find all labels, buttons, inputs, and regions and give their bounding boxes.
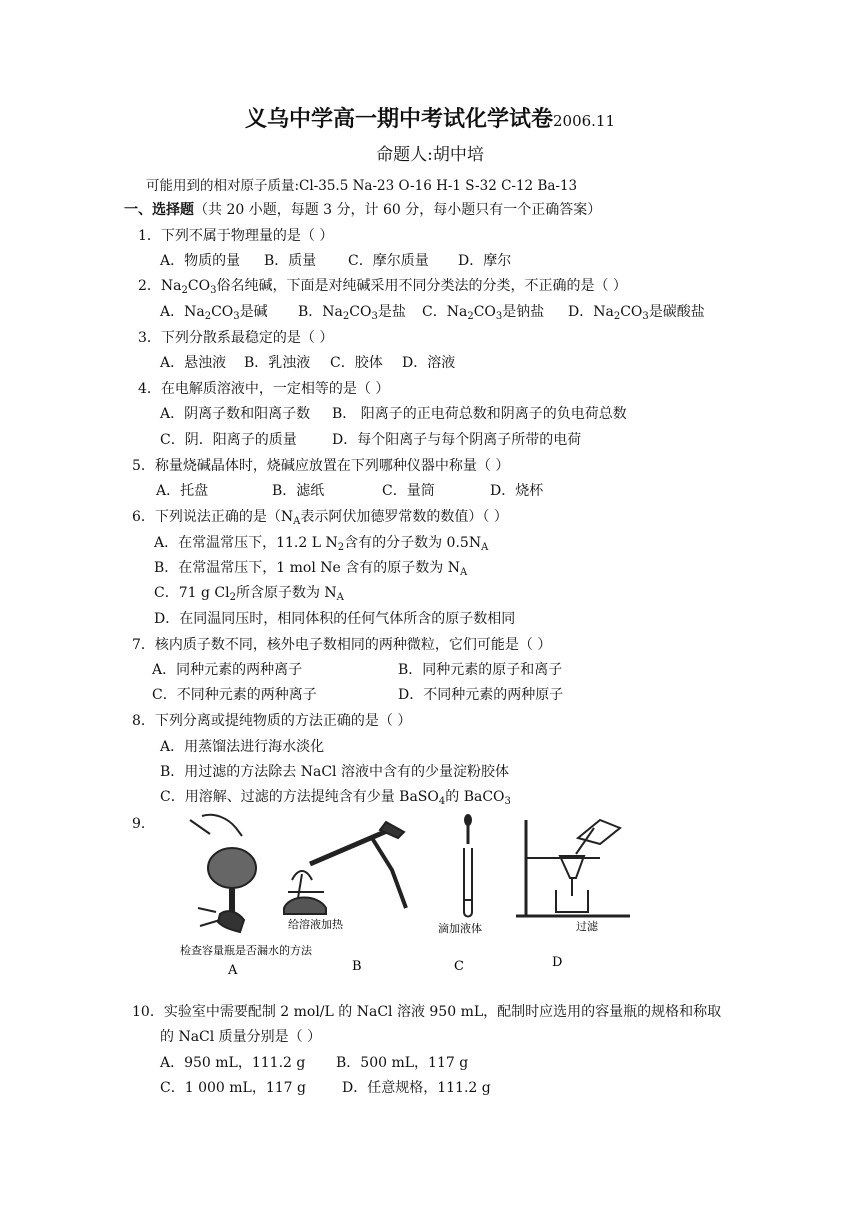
q10-stem-line2: 的 NaCl 质量分别是（ ）	[160, 1029, 322, 1045]
q6-option-b: B．在常温常压下，1 mol Ne 含有的原子数为 $N_A$	[154, 560, 468, 578]
q10-option-d: D．任意规格，111.2 g	[342, 1080, 491, 1096]
q8-option-c: C．用溶解、过滤的方法提纯含有少量 BaSO$_4$的 BaCO$_3$	[160, 789, 511, 807]
q3-option-d: D．溶液	[402, 355, 456, 371]
q2-option-b: B．$Na_2CO_3$是盐	[298, 304, 406, 322]
q5-stem: 5．称量烧碱晶体时，烧碱应放置在下列哪种仪器中称量（ ）	[132, 458, 510, 474]
figure-d-letter: D	[552, 955, 563, 970]
q8-option-b: B．用过滤的方法除去 NaCl 溶液中含有的少量淀粉胶体	[160, 764, 509, 780]
alcohol-lamp-icon	[284, 822, 406, 914]
q10-stem-line1: 10．实验室中需要配制 2 mol/L 的 NaCl 溶液 950 mL，配制时应选用的容量瓶的规格和称取	[132, 1004, 722, 1020]
section-note: （共 20 小题，每题 3 分，计 60 分，每小题只有一个正确答案）	[194, 202, 602, 218]
q8-option-a: A．用蒸馏法进行海水淡化	[160, 739, 325, 755]
q1-option-a: A．物质的量	[160, 253, 241, 269]
figure-c-caption: 滴加液体	[438, 922, 482, 935]
q2-formula-na: Na	[160, 278, 182, 294]
q2-number: 2．	[138, 278, 161, 294]
q3-option-a: A．悬浊液	[160, 355, 227, 371]
q4-option-b: B． 阳离子的正电荷总数和阴离子的负电荷总数	[332, 406, 627, 422]
q1-option-c: C．摩尔质量	[348, 253, 429, 269]
volumetric-flask-icon	[190, 815, 256, 932]
q10-option-b: B．500 mL，117 g	[336, 1055, 469, 1071]
section-title: 一、选择题	[124, 202, 194, 218]
q7-options-row2	[152, 685, 563, 705]
q3-stem: 3．下列分散系最稳定的是（ ）	[138, 330, 334, 346]
q2-option-a: A．$Na_2CO_3$是碱	[160, 304, 268, 322]
q5-option-d: D．烧杯	[490, 483, 544, 499]
q8-stem: 8．下列分离或提纯物质的方法正确的是（ ）	[132, 713, 412, 729]
figure-d-caption: 过滤	[576, 920, 598, 933]
page-title	[0, 104, 860, 136]
q2-option-c: C．$Na_2CO_3$是钠盐	[422, 304, 545, 322]
q7-option-c: C．不同种元素的两种离子	[152, 687, 317, 703]
q7-option-a: A．同种元素的两种离子	[152, 662, 303, 678]
figure-a-letter: A	[228, 963, 238, 978]
q1-options	[160, 251, 511, 271]
q2-sub: 2	[181, 285, 188, 296]
exam-author: 命题人:胡中培	[376, 145, 484, 165]
q1-stem: 1．下列不属于物理量的是（ ）	[138, 228, 334, 244]
q7-options-row1	[152, 660, 562, 680]
q3-option-b: B．乳浊液	[244, 355, 311, 371]
q2-stem-text: 俗名纯碱，下面是对纯碱采用不同分类法的分类，不正确的是（ ）	[216, 278, 627, 294]
exam-date: 2006.11	[552, 112, 616, 130]
q2-stem	[138, 276, 627, 296]
q6-option-c: C．71 g $Cl_2$所含原子数为 $N_A$	[154, 585, 344, 603]
q1-option-d: D．摩尔	[458, 253, 512, 269]
figure-b-letter: B	[352, 959, 362, 974]
q5-option-a: A．托盘	[156, 483, 209, 499]
q1-option-b: B．质量	[264, 253, 317, 269]
q3-options	[160, 353, 455, 373]
q2-formula-co: CO	[187, 278, 211, 294]
exam-title: 义乌中学高一期中考试化学试卷	[244, 106, 553, 132]
q7-option-d: D．不同种元素的两种原子	[398, 687, 564, 703]
q7-option-b: B．同种元素的原子和离子	[398, 662, 563, 678]
q10-option-c: C．1 000 mL，117 g	[160, 1080, 306, 1096]
figure-c-letter: C	[454, 959, 464, 974]
section-heading	[124, 200, 601, 220]
q6-stem: 6．下列说法正确的是（$N_A$表示阿伏加德罗常数的数值）（ ）	[132, 509, 508, 527]
q5-options	[156, 481, 543, 501]
q4-option-a: A．阴离子数和阳离子数	[160, 406, 311, 422]
dropper-icon	[464, 815, 472, 917]
q4-options-row2	[160, 430, 581, 450]
q4-options-row1	[160, 404, 627, 424]
q6-option-a: A．在常温常压下，11.2 L $N_2$含有的分子数为 $0.5N_A$	[154, 535, 489, 553]
q9-apparatus-figure	[180, 808, 660, 978]
q10-options-row1	[160, 1053, 468, 1073]
q2-sub: 3	[210, 285, 217, 296]
q2-option-d: D．$Na_2CO_3$是碳酸盐	[568, 304, 705, 322]
q4-stem: 4．在电解质溶液中，一定相等的是（ ）	[138, 381, 390, 397]
atomic-masses: 可能用到的相对原子质量:Cl-35.5 Na-23 O-16 H-1 S-32 C-12 Ba-13	[146, 178, 578, 194]
filtration-funnel-icon	[516, 820, 630, 916]
q6-option-d: D．在同温同压时，相同体积的任何气体所含的原子数相同	[154, 611, 516, 627]
q7-stem: 7．核内质子数不同，核外电子数相同的两种微粒，它们可能是（ ）	[132, 637, 552, 653]
q5-option-c: C．量筒	[382, 483, 435, 499]
q9-number: 9．	[132, 816, 155, 832]
q5-option-b: B．滤纸	[272, 483, 325, 499]
q10-option-a: A．950 mL，111.2 g	[160, 1055, 306, 1071]
figure-b-caption: 给溶液加热	[288, 918, 343, 931]
q4-option-c: C．阴．阳离子的质量	[160, 432, 297, 448]
q3-option-c: C．胶体	[330, 355, 383, 371]
figure-a-caption: 检查容量瓶是否漏水的方法	[180, 944, 312, 957]
q10-options-row2	[160, 1078, 491, 1098]
q2-options	[160, 302, 705, 322]
q4-option-d: D．每个阳离子与每个阴离子所带的电荷	[332, 432, 582, 448]
